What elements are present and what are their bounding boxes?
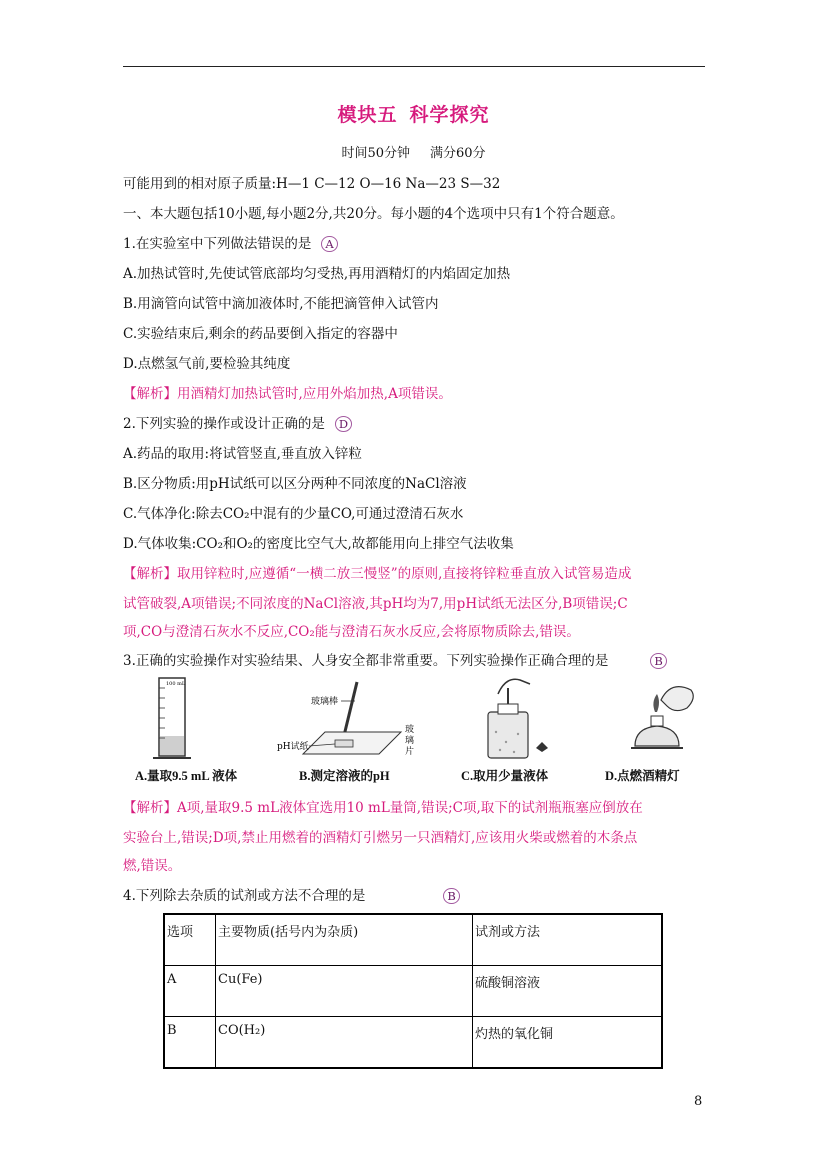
alcohol-lamp-figure: [621, 672, 701, 764]
table-cell: 硫酸铜溶液: [473, 966, 663, 1017]
answer-mark: B: [650, 653, 666, 669]
option: B.区分物质:用pH试纸可以区分两种不同浓度的NaCl溶液: [123, 476, 467, 492]
graduated-cylinder-figure: [135, 672, 205, 764]
title-module: 模块五: [337, 104, 398, 126]
table-header-row: [164, 914, 662, 966]
table-cell: A: [164, 966, 216, 1017]
analysis: 实验台上,错误;D项,禁止用燃着的酒精灯引燃另一只酒精灯,应该用火柴或燃着的木条点: [123, 830, 638, 846]
full-score: 满分60分: [430, 146, 486, 161]
option: A.药品的取用:将试管竖直,垂直放入锌粒: [123, 446, 362, 462]
analysis: 试管破裂,A项错误;不同浓度的NaCl溶液,其pH均为7,用pH试纸无法区分,B项错误;C: [123, 596, 628, 612]
ph-paper-label: pH试纸: [277, 742, 309, 752]
svg-text:玻: 玻: [405, 725, 415, 735]
analysis: 燃,错误。: [123, 858, 182, 874]
analysis: 【解析】A项,量取9.5 mL液体宜选用10 mL量筒,错误;C项,取下的试剂瓶瓶塞应倒放在: [123, 800, 643, 816]
section-instructions: 一、本大题包括10小题,每小题2分,共20分。每小题的4个选项中只有1个符合题意。: [123, 206, 624, 222]
title-topic: 科学探究: [409, 104, 490, 126]
question-1-stem: 1.在实验室中下列做法错误的是 A: [123, 232, 338, 252]
option: D.点燃氢气前,要检验其纯度: [123, 356, 291, 372]
table-cell: 灼热的氧化铜: [473, 1017, 663, 1069]
time-limit: 时间50分钟: [341, 146, 410, 161]
option: C.实验结束后,剩余的药品要倒入指定的容器中: [123, 326, 398, 342]
experiment-figures: [123, 672, 705, 790]
option: B.用滴管向试管中滴加液体时,不能把滴管伸入试管内: [123, 296, 439, 312]
table-row: [164, 1017, 662, 1069]
dropper-figure: [478, 672, 568, 764]
question-3-stem: 3.正确的实验操作对实验结果、人身安全都非常重要。下列实验操作正确合理的是 B: [123, 649, 667, 669]
caption-c: C.取用少量液体: [461, 769, 549, 783]
table-cell: Cu(Fe): [216, 966, 473, 1017]
option: D.气体收集:CO₂和O₂的密度比空气大,故都能用向上排空气法收集: [123, 536, 514, 552]
table-header: 试剂或方法: [473, 914, 663, 966]
page-number: 8: [694, 1094, 703, 1109]
answer-mark: A: [321, 236, 337, 252]
ph-test-figure: [277, 672, 423, 764]
table-row: [164, 966, 662, 1017]
caption-d: D.点燃酒精灯: [605, 769, 680, 783]
rod-label: 玻璃棒: [311, 697, 339, 707]
impurity-table: [163, 913, 663, 1069]
option: A.加热试管时,先使试管底部均匀受热,再用酒精灯的内焰固定加热: [123, 266, 511, 282]
caption-a: A.量取9.5 mL 液体: [135, 769, 238, 783]
table-cell: CO(H₂): [216, 1017, 473, 1069]
caption-b: B.测定溶液的pH: [299, 769, 390, 783]
analysis: 【解析】取用锌粒时,应遵循“一横二放三慢竖”的原则,直接将锌粒垂直放入试管易造成: [123, 566, 632, 582]
svg-text:片: 片: [405, 747, 415, 757]
option: C.气体净化:除去CO₂中混有的少量CO,可通过澄清石灰水: [123, 506, 464, 522]
atomic-masses: 可能用到的相对原子质量:H—1 C—12 O—16 Na—23 S—32: [123, 176, 501, 192]
question-4-stem: 4.下列除去杂质的试剂或方法不合理的是 B: [123, 884, 460, 904]
analysis: 项,CO与澄清石灰水不反应,CO₂能与澄清石灰水反应,会将原物质除去,错误。: [123, 624, 580, 640]
question-2-stem: 2.下列实验的操作或设计正确的是 D: [123, 412, 352, 432]
table-header: 选项: [164, 914, 216, 966]
page-title: [0, 100, 827, 127]
analysis: 【解析】用酒精灯加热试管时,应用外焰加热,A项错误。: [123, 386, 452, 402]
answer-mark: B: [443, 888, 459, 904]
cylinder-top-label: 100 mL: [166, 681, 186, 687]
header-rule: [123, 66, 705, 67]
table-cell: B: [164, 1017, 216, 1069]
answer-mark: D: [335, 416, 352, 432]
svg-text:璃: 璃: [405, 736, 415, 746]
exam-info: [0, 142, 827, 161]
table-header: 主要物质(括号内为杂质): [216, 914, 473, 966]
